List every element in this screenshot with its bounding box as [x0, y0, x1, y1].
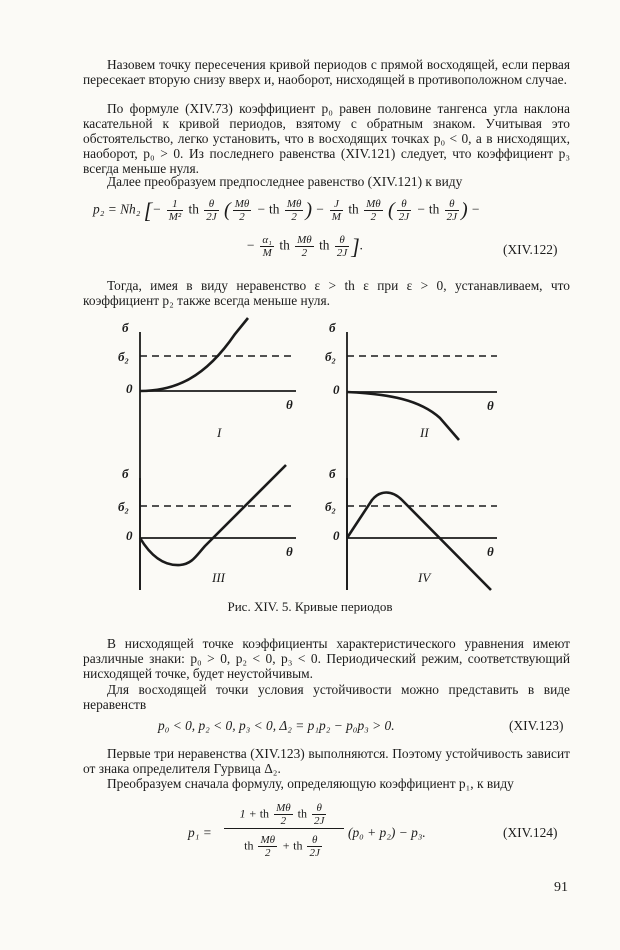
panel-1-threshold-label: б₂	[118, 349, 130, 364]
paragraph-1: Назовем точку пересечения кривой периодов с прямой восходящей, если первая пересекает вторую снизу вверх и, наоборот, нисходящей в противоположном случае.	[83, 57, 570, 87]
panel-4-x-label: θ	[487, 544, 494, 559]
panel-1-y-label: б	[122, 320, 129, 335]
panel-3-threshold-label: б₂	[118, 499, 130, 514]
equation-122-lhs: p₂ = Nh₂	[93, 201, 141, 217]
equation-124-lhs: p₁ =	[188, 825, 212, 840]
paragraph-8: Преобразуем сначала формулу, определяющую коэффициент p₁, к виду	[107, 776, 514, 791]
equation-122-line1: p₂ = Nh₂ [− $\frac{1}{\text{M²}}$ th $\frac{\theta}{2J}$ ( $\frac{M\theta}{2}$ − th $\frac{M\theta}{2}$ ) − $\frac{J}{M}$ th $\frac{M\theta}{2}$ ( $\frac{\theta}{2J}$ − th $\frac{\theta}{2J}$ ) −	[93, 198, 481, 223]
equation-124-rhs: (p₀ + p₂) − p₃.	[348, 825, 426, 840]
equation-122-number: (XIV.122)	[503, 242, 558, 257]
paragraph-7: Первые три неравенства (XIV.123) выполняются. Поэтому устойчивость зависит от знака определителя Гурвица Δ₂.	[83, 746, 570, 776]
paragraph-5: В нисходящей точке коэффициенты характеристического уравнения имеют различные знаки: p₀ > 0, p₂ < 0, p₃ < 0. Периодический режим, соответствующий нисходящей точке, будет неустойчивым.	[83, 636, 570, 681]
panel-2-zero-label: 0	[333, 382, 340, 397]
panel-3-period-curve	[140, 465, 286, 565]
th-symbol: th	[188, 201, 199, 217]
equation-124-numerator: 1 + th $\frac{M\theta}{2}$ th $\frac{\theta}{2J}$	[224, 802, 344, 829]
panel-1-x-label: θ	[286, 397, 293, 412]
paragraph-3: Далее преобразуем предпоследнее равенство (XIV.121) к виду	[107, 174, 463, 189]
panel-4-numeral: IV	[418, 570, 431, 585]
equation-122-line2: − $\frac{\text{α₁}}{M}$ th $\frac{M\theta}{2}$ th $\frac{\theta}{2J}$ ].	[246, 234, 364, 259]
panel-1-zero-label: 0	[126, 381, 133, 396]
equation-124-denominator: th $\frac{M\theta}{2}$ + th $\frac{\theta}{2J}$	[244, 834, 320, 859]
paragraph-2: По формуле (XIV.73) коэффициент p₀ равен половине тангенса угла наклона касательной к кривой периодов, взятому с обратным знаком. Учитывая это обстоятельство, легко установить, что в восходящих точках p₀ < 0, а в нисходящих, наоборот, p₀ > 0. Из последнего равенства (XIV.121) следует, что коэффициент p₃ всегда меньше нуля.	[83, 101, 570, 176]
paragraph-4: Тогда, имея в виду неравенство ε > th ε при ε > 0, устанавливаем, что коэффициент p₂ также всегда меньше нуля.	[83, 278, 570, 308]
panel-3-x-label: θ	[286, 544, 293, 559]
panel-2-y-label: б	[329, 320, 336, 335]
panel-1-numeral: I	[217, 425, 222, 440]
equation-124-number: (XIV.124)	[503, 825, 558, 840]
figure-caption: Рис. XIV. 5. Кривые периодов	[227, 599, 393, 614]
panel-2-x-label: θ	[487, 398, 494, 413]
page-number: 91	[554, 880, 568, 895]
panel-2-numeral: II	[420, 425, 429, 440]
panel-2-period-curve	[347, 392, 459, 440]
equation-123: p₀ < 0, p₂ < 0, p₃ < 0, Δ₂ = p₁p₂ − p₀p₃ > 0.	[158, 718, 395, 733]
panel-4-threshold-label: б₂	[325, 499, 337, 514]
panel-3-y-label: б	[122, 466, 129, 481]
panel-4-zero-label: 0	[333, 528, 340, 543]
panel-3-zero-label: 0	[126, 528, 133, 543]
equation-123-number: (XIV.123)	[509, 718, 564, 733]
panel-3-numeral: III	[212, 570, 225, 585]
panel-2-threshold-label: б₂	[325, 349, 337, 364]
panel-4-y-label: б	[329, 466, 336, 481]
panel-1-period-curve	[140, 318, 248, 391]
paragraph-6: Для восходящей точки условия устойчивости можно представить в виде неравенств	[83, 682, 570, 712]
